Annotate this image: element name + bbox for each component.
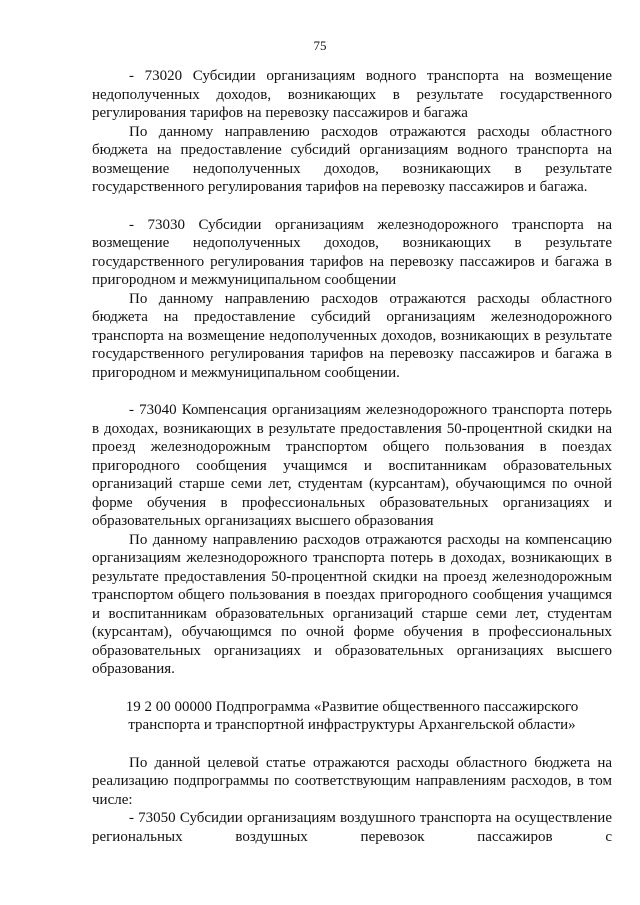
document-body [92, 67, 612, 846]
subprogram-heading: 19 2 00 00000 Подпрограмма «Развитие общественного пассажирского транспорта и транспортной инфраструктуры Архангельской области» [125, 698, 579, 733]
paragraph-73020-description: По данному направлению расходов отражаются расходы областного бюджета на предоставление субсидий организациям водного транспорта на возмещение недополученных доходов, возникающих в результате государственного регулирования тарифов на перевозку пассажиров и багажа. [92, 123, 612, 195]
subprogram-intro: По данной целевой статье отражаются расходы областного бюджета на реализацию подпрограммы по соответствующим направлениям расходов, в том числе: [92, 754, 612, 808]
paragraph-73020-title: - 73020 Субсидии организациям водного транспорта на возмещение недополученных доходов, возникающих в результате государственного регулирования тарифов на перевозку пассажиров и багажа [92, 68, 612, 121]
paragraph-73040-title: - 73040 Компенсация организациям железнодорожного транспорта потерь в доходах, возникающих в результате предоставления 50-процентной скидки на проезд железнодорожным транспортом общего пользования в поездах пригородного сообщения учащимся и воспитанникам образовательных организаций старше семи лет, студентам (курсантам), обучающимся по очной форме обучения в профессиональных образовательных организациях и образовательных организациях высшего образования [92, 402, 612, 529]
paragraph-spacer [92, 735, 612, 754]
paragraph-73040-description: По данному направлению расходов отражаются расходы на компенсацию организациям железнодорожного транспорта потерь в доходах, возникающих в результате предоставления 50-процентной скидки на проезд железнодорожным транспортом общего пользования в поездах пригородного сообщения учащимся и воспитанникам образовательных организаций старше семи лет, студентам (курсантам), обучающимся по очной форме обучения в профессиональных образовательных организациях и образовательных организациях высшего образования. [92, 531, 612, 677]
page-number: 75 [313, 38, 327, 53]
paragraph-73050-title: - 73050 Субсидии организациям воздушного транспорта на осуществление региональных воздушных перевозок пассажиров с [92, 810, 612, 845]
paragraph-spacer [92, 197, 612, 216]
paragraph-73030-description: По данному направлению расходов отражаются расходы областного бюджета на предоставление субсидий организациям железнодорожного транспорта на возмещение недополученных доходов, возникающих в результате государственного регулирования тарифов на перевозку пассажиров и багажа в пригородном и межмуниципальном сообщении. [92, 290, 612, 381]
paragraph-73030-title: - 73030 Субсидии организациям железнодорожного транспорта на возмещение недополученных доходов, возникающих в результате государственного регулирования тарифов на перевозку пассажиров и багажа в пригородном и межмуниципальном сообщении [92, 216, 612, 288]
paragraph-spacer [92, 679, 612, 698]
paragraph-spacer [92, 382, 612, 401]
